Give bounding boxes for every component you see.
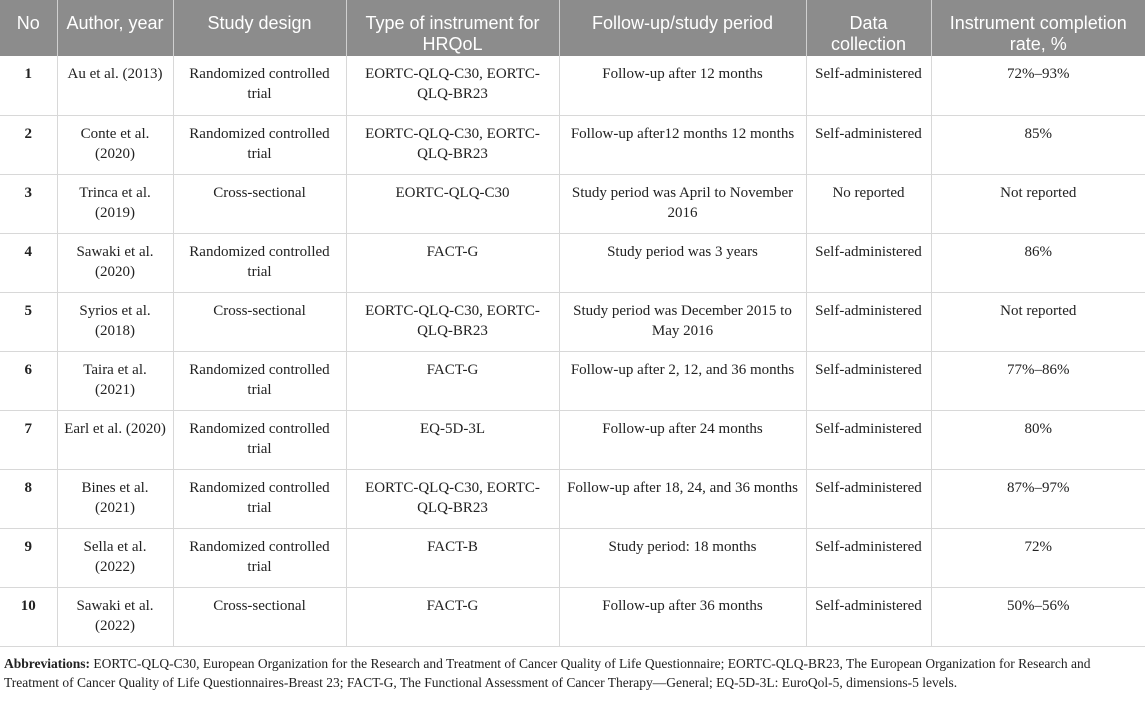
cell-author: Au et al. (2013) (57, 56, 173, 115)
cell-instrument: EORTC-QLQ-C30, EORTC-QLQ-BR23 (346, 56, 559, 115)
cell-author: Sella et al. (2022) (57, 528, 173, 587)
cell-instrument: EQ-5D-3L (346, 410, 559, 469)
cell-period: Study period was 3 years (559, 233, 806, 292)
abbreviations-label: Abbreviations: (4, 655, 91, 671)
cell-design: Randomized controlled trial (173, 56, 346, 115)
cell-collection: Self-administered (806, 351, 931, 410)
cell-period: Follow-up after 2, 12, and 36 months (559, 351, 806, 410)
header-design: Study design (173, 0, 346, 56)
cell-period: Study period was December 2015 to May 2016 (559, 292, 806, 351)
cell-instrument: FACT-G (346, 351, 559, 410)
cell-rate: 72% (931, 528, 1145, 587)
cell-design: Randomized controlled trial (173, 410, 346, 469)
cell-instrument: EORTC-QLQ-C30, EORTC-QLQ-BR23 (346, 469, 559, 528)
table-row (0, 410, 1145, 469)
cell-collection: Self-administered (806, 469, 931, 528)
cell-no: 8 (0, 469, 57, 528)
cell-author: Taira et al. (2021) (57, 351, 173, 410)
abbreviations-footnote (0, 647, 1145, 692)
cell-no: 10 (0, 587, 57, 646)
cell-instrument: EORTC-QLQ-C30 (346, 174, 559, 233)
cell-rate: 72%–93% (931, 56, 1145, 115)
cell-instrument: FACT-G (346, 587, 559, 646)
cell-rate: 80% (931, 410, 1145, 469)
cell-no: 5 (0, 292, 57, 351)
cell-design: Randomized controlled trial (173, 233, 346, 292)
table-row (0, 528, 1145, 587)
table-row (0, 469, 1145, 528)
cell-instrument: FACT-G (346, 233, 559, 292)
cell-period: Follow-up after12 months 12 months (559, 115, 806, 174)
cell-no: 2 (0, 115, 57, 174)
cell-design: Cross-sectional (173, 174, 346, 233)
header-collection: Data collection (806, 0, 931, 56)
cell-collection: Self-administered (806, 587, 931, 646)
cell-rate: Not reported (931, 292, 1145, 351)
cell-period: Study period: 18 months (559, 528, 806, 587)
cell-period: Follow-up after 12 months (559, 56, 806, 115)
header-rate: Instrument completion rate, % (931, 0, 1145, 56)
cell-design: Randomized controlled trial (173, 351, 346, 410)
cell-instrument: EORTC-QLQ-C30, EORTC-QLQ-BR23 (346, 292, 559, 351)
cell-no: 4 (0, 233, 57, 292)
table-header-row (0, 0, 1145, 56)
cell-instrument: FACT-B (346, 528, 559, 587)
cell-design: Randomized controlled trial (173, 469, 346, 528)
cell-collection: No reported (806, 174, 931, 233)
cell-author: Sawaki et al. (2020) (57, 233, 173, 292)
cell-collection: Self-administered (806, 410, 931, 469)
cell-no: 6 (0, 351, 57, 410)
header-instrument: Type of instrument for HRQoL (346, 0, 559, 56)
abbreviations-text: EORTC-QLQ-C30, European Organization for the Research and Treatment of Cancer Quality of Life Questionnaire; EORTC-QLQ-BR23, The European Organization for Research and Treatment of Cancer Quality of Life Questionnaires-Breast 23; FACT-G, The Functional Assessment of Cancer Therapy—General; EQ-5D-3L: EuroQol-5, dimensions-5 levels. (4, 655, 1091, 690)
cell-no: 3 (0, 174, 57, 233)
cell-no: 9 (0, 528, 57, 587)
cell-design: Randomized controlled trial (173, 115, 346, 174)
cell-design: Cross-sectional (173, 587, 346, 646)
cell-rate: 87%–97% (931, 469, 1145, 528)
cell-design: Randomized controlled trial (173, 528, 346, 587)
header-period: Follow-up/study period (559, 0, 806, 56)
cell-rate: Not reported (931, 174, 1145, 233)
cell-period: Follow-up after 18, 24, and 36 months (559, 469, 806, 528)
cell-author: Sawaki et al. (2022) (57, 587, 173, 646)
cell-period: Follow-up after 36 months (559, 587, 806, 646)
cell-rate: 86% (931, 233, 1145, 292)
cell-author: Earl et al. (2020) (57, 410, 173, 469)
cell-no: 7 (0, 410, 57, 469)
cell-author: Syrios et al. (2018) (57, 292, 173, 351)
header-author: Author, year (57, 0, 173, 56)
table-row (0, 233, 1145, 292)
cell-rate: 85% (931, 115, 1145, 174)
cell-design: Cross-sectional (173, 292, 346, 351)
cell-rate: 77%–86% (931, 351, 1145, 410)
table-row (0, 56, 1145, 115)
cell-author: Conte et al. (2020) (57, 115, 173, 174)
cell-collection: Self-administered (806, 233, 931, 292)
cell-rate: 50%–56% (931, 587, 1145, 646)
cell-period: Follow-up after 24 months (559, 410, 806, 469)
cell-instrument: EORTC-QLQ-C30, EORTC-QLQ-BR23 (346, 115, 559, 174)
header-no: No (0, 0, 57, 56)
cell-collection: Self-administered (806, 528, 931, 587)
cell-collection: Self-administered (806, 292, 931, 351)
table-row (0, 174, 1145, 233)
cell-collection: Self-administered (806, 115, 931, 174)
cell-author: Bines et al. (2021) (57, 469, 173, 528)
table-row (0, 351, 1145, 410)
cell-no: 1 (0, 56, 57, 115)
table-row (0, 115, 1145, 174)
cell-author: Trinca et al. (2019) (57, 174, 173, 233)
table-row (0, 292, 1145, 351)
cell-period: Study period was April to November 2016 (559, 174, 806, 233)
cell-collection: Self-administered (806, 56, 931, 115)
table-row (0, 587, 1145, 646)
